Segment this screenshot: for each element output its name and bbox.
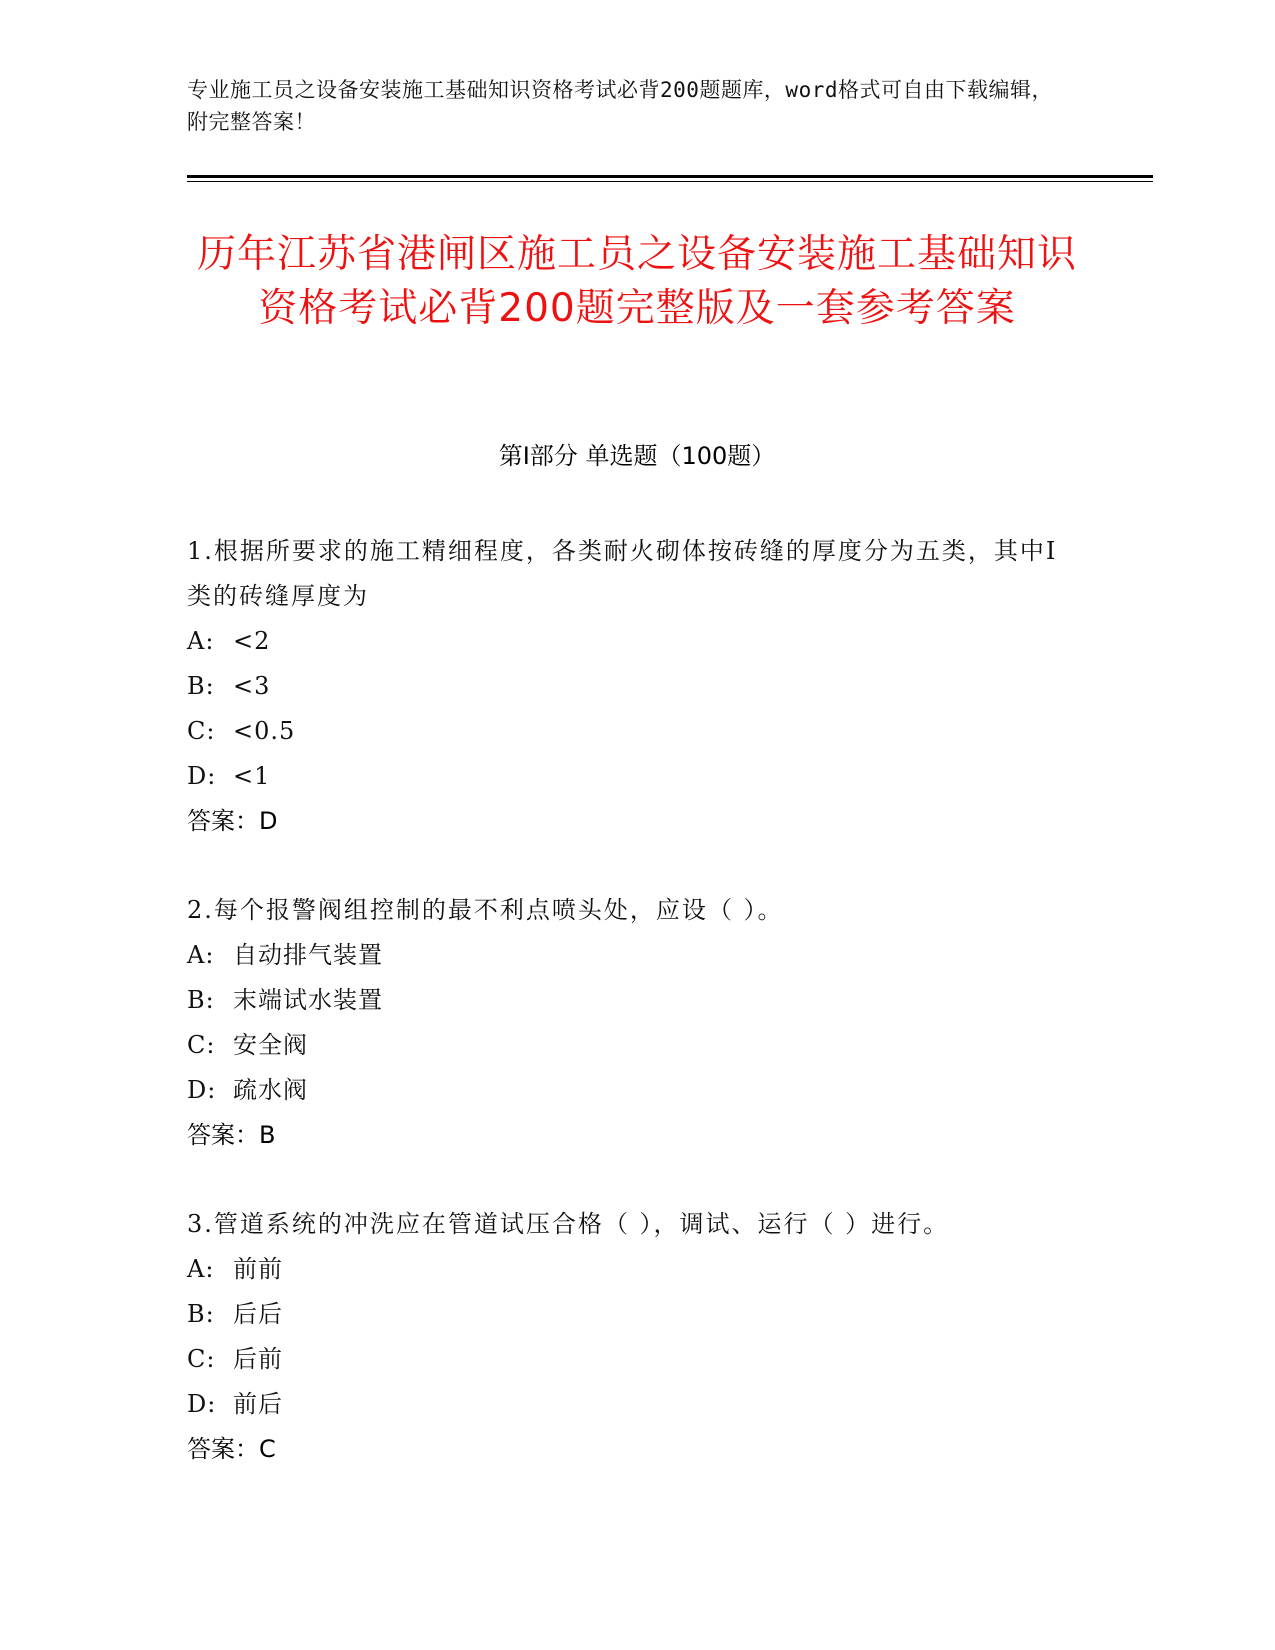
option-key: C: <box>187 1345 216 1373</box>
question-stem: 1.根据所要求的施工精细程度，各类耐火砌体按砖缝的厚度分为五类，其中Ⅰ类的砖缝厚度为 <box>187 537 1058 610</box>
section-title: 第Ⅰ部分 单选题（100题） <box>498 442 776 470</box>
option-key: C: <box>187 1031 216 1059</box>
option-c <box>187 709 1077 754</box>
option-key: D: <box>187 1390 217 1418</box>
option-text: 后前 <box>233 1345 283 1373</box>
option-c <box>187 1337 1077 1382</box>
answer: 答案：D <box>187 807 278 835</box>
question-stem: 2.每个报警阀组控制的最不利点喷头处，应设（ ）。 <box>187 896 784 924</box>
question-3 <box>187 1202 1077 1472</box>
option-a <box>187 933 1077 978</box>
option-text: <0.5 <box>233 717 296 745</box>
question-stem: 3.管道系统的冲洗应在管道试压合格（ ），调试、运行（ ）进行。 <box>187 1210 950 1238</box>
option-key: D: <box>187 1076 217 1104</box>
question-1 <box>187 529 1077 844</box>
option-text: 前后 <box>233 1390 283 1418</box>
answer: 答案：C <box>187 1435 276 1463</box>
option-text: <3 <box>233 672 271 700</box>
option-a <box>187 1247 1077 1292</box>
option-text: 末端试水装置 <box>233 986 383 1014</box>
option-text: 前前 <box>233 1255 283 1283</box>
option-a <box>187 619 1077 664</box>
option-key: A: <box>187 941 215 969</box>
option-text: 安全阀 <box>233 1031 308 1059</box>
header-rule-thick <box>187 175 1153 178</box>
document-title: 历年江苏省港闸区施工员之设备安装施工基础知识资格考试必背200题完整版及一套参考答案 <box>196 232 1077 331</box>
option-b <box>187 1292 1077 1337</box>
question-list <box>187 529 1077 1516</box>
option-text: <1 <box>233 762 271 790</box>
option-d <box>187 754 1077 799</box>
option-text: 疏水阀 <box>233 1076 308 1104</box>
header-note: 专业施工员之设备安装施工基础知识资格考试必背200题题库，word格式可自由下载编辑，附完整答案！ <box>187 78 1053 134</box>
option-key: D: <box>187 762 217 790</box>
option-d <box>187 1382 1077 1427</box>
question-2 <box>187 888 1077 1158</box>
option-text: <2 <box>233 627 271 655</box>
option-key: A: <box>187 1255 215 1283</box>
option-text: 后后 <box>233 1300 283 1328</box>
option-c <box>187 1023 1077 1068</box>
header-rule-thin <box>187 181 1153 182</box>
option-text: 自动排气装置 <box>233 941 383 969</box>
option-b <box>187 978 1077 1023</box>
option-key: B: <box>187 672 215 700</box>
option-b <box>187 664 1077 709</box>
option-key: C: <box>187 717 216 745</box>
option-key: B: <box>187 1300 215 1328</box>
answer: 答案：B <box>187 1121 276 1149</box>
option-d <box>187 1068 1077 1113</box>
option-key: A: <box>187 627 215 655</box>
option-key: B: <box>187 986 215 1014</box>
